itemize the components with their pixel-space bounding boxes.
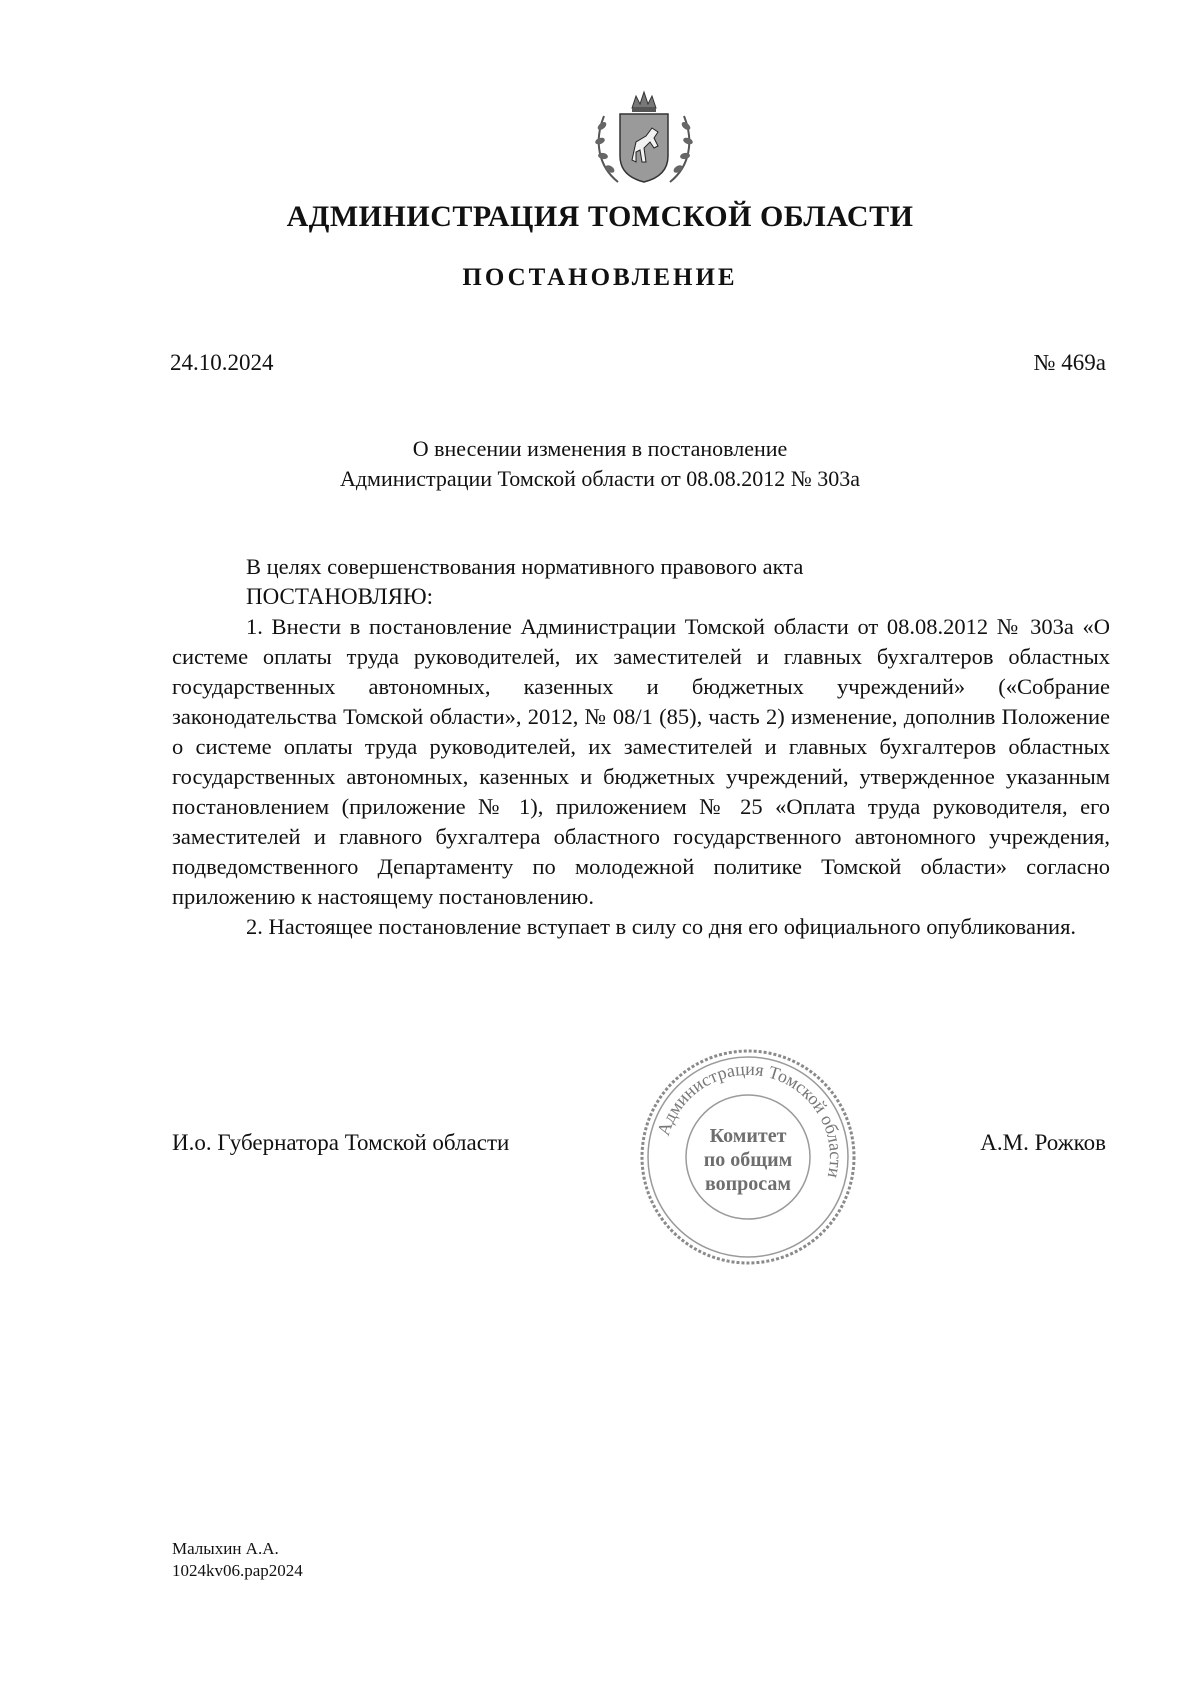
document-subject [0, 434, 1200, 494]
item-2-paragraph: 2. Настоящее постановление вступает в силу со дня его официального опубликования. [246, 914, 1077, 939]
intro-paragraph: В целях совершенствования нормативного правового акта [246, 554, 804, 579]
signer-name: А.М. Рожков [980, 1130, 1106, 1155]
document-body [172, 552, 1110, 942]
file-code: 1024kv06.pap2024 [172, 1561, 303, 1580]
organization-title: АДМИНИСТРАЦИЯ ТОМСКОЙ ОБЛАСТИ [286, 200, 914, 233]
item-1-paragraph: 1. Внести в постановление Администрации Томской области от 08.08.2012 № 303а «О системе оплаты труда руководителей, их заместителей и главных бухгалтеров областных государственных автономных, казенных и бюджетных учреждений» («Собрание законодательства Томской области», 2012, № 08/1 (85), часть 2) изменение, дополнив Положение о системе оплаты труда руководителей, их заместителей и главных бухгалтеров областных государственных автономных, казенных и бюджетных учреждений, утвержденное указанным постановлением (приложение № 1), приложением № 25 «Оплата труда руководителя, его заместителей и главного бухгалтера областного государственного автономного учреждения, подведомственного Департаменту по молодежной политике Томской области» согласно приложению к настоящему постановлению. [172, 614, 1110, 909]
footer [172, 1538, 303, 1582]
subject-line-2: Администрации Томской области от 08.08.2012 № 303а [339, 466, 861, 491]
decree-heading: ПОСТАНОВЛЯЮ: [246, 584, 434, 609]
official-stamp [637, 1046, 859, 1268]
signer-position: И.о. Губернатора Томской области [172, 1130, 510, 1155]
executor-name: Малыхин А.А. [172, 1539, 279, 1558]
stamp-center-line-1: Комитет [709, 1125, 787, 1147]
document-date: 24.10.2024 [170, 350, 274, 375]
stamp-center-line-2: по общим [703, 1149, 793, 1171]
subject-line-1: О внесении изменения в постановление [412, 436, 788, 461]
stamp-ring-text: Администрация Томской области [653, 1058, 847, 1180]
document-type-title: ПОСТАНОВЛЕНИЕ [462, 264, 738, 291]
coat-of-arms-icon [588, 86, 700, 186]
stamp-center-line-3: вопросам [704, 1173, 792, 1195]
document-number: № 469а [1033, 350, 1106, 375]
